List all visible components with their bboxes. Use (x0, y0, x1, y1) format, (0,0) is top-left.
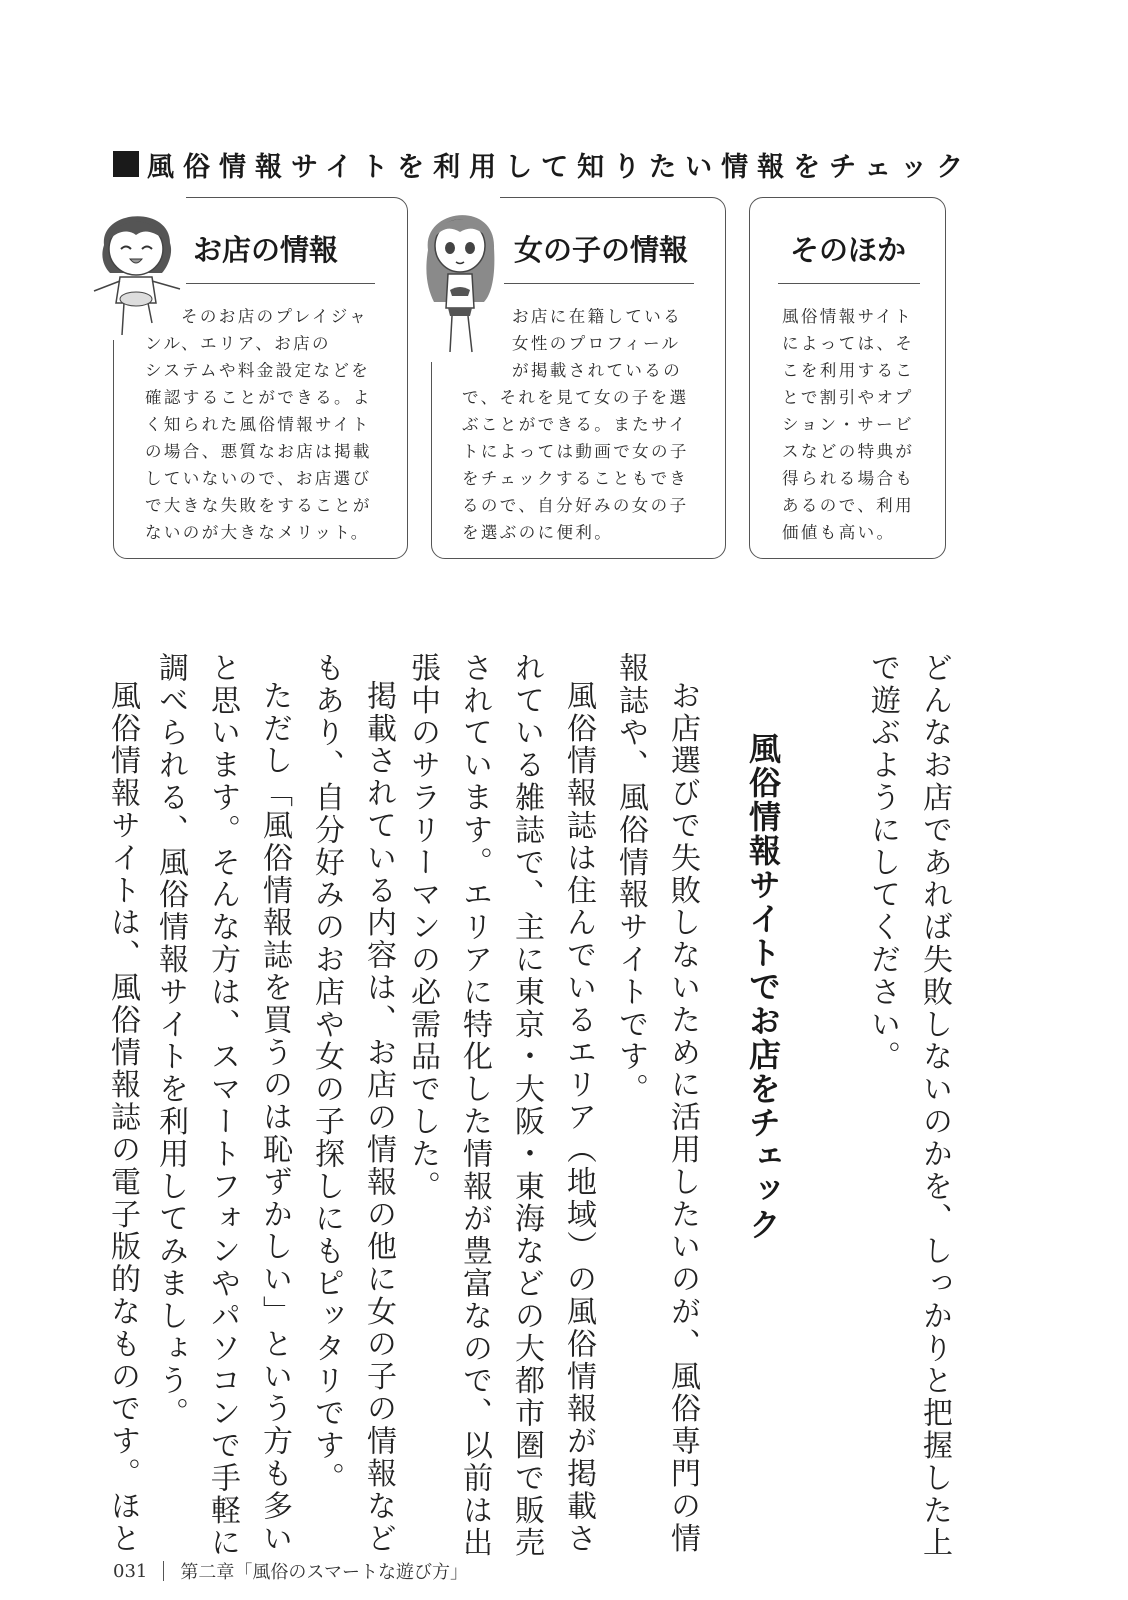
text-line: そのお店のプレイジャ (181, 307, 369, 326)
body-column-6: 張中のサラリーマンの必需品でした。 (405, 652, 440, 1203)
body-heading: 風俗情報サイトでお店をチェック (744, 732, 782, 1242)
body-column-10: と思います。そんな方は、スマートフォンやパソコンで手軽に (205, 652, 240, 1560)
body-column-8: もあり、自分好みのお店や女の子探しにもピッタリです。 (309, 652, 344, 1495)
black-square-icon (113, 151, 139, 177)
text-line: 確認することができる。よ (145, 388, 372, 407)
text-line: の場合、悪質なお店は掲載 (145, 442, 372, 461)
info-box-girl-title: 女の子の情報 (514, 233, 689, 267)
text-line: システムや料金設定などを (145, 361, 371, 380)
body-column-12: 風俗情報サイトは、風俗情報誌の電子版的なものです。ほと (105, 680, 140, 1555)
text-line: あるので、利用 (782, 496, 914, 515)
chapter-title: 第二章「風俗のスマートな遊び方」 (180, 1562, 468, 1583)
page-number: 031 (113, 1560, 148, 1582)
info-box-shop-title: お店の情報 (193, 233, 339, 267)
body-column-7: 掲載されている内容は、お店の情報の他に女の子の情報など (361, 680, 396, 1555)
footer-divider (163, 1561, 164, 1581)
info-box-other-rule (778, 283, 920, 284)
body-column-9: ただし「風俗情報誌を買うのは恥ずかしい」という方も多い (257, 680, 292, 1555)
text-line: が掲載されているの (512, 361, 683, 380)
info-box-other-text (782, 303, 932, 546)
text-line: とで割引やオプ (782, 388, 914, 407)
body-column-3: 風俗情報誌は住んでいるエリア（地域）の風俗情報が掲載さ (561, 680, 596, 1555)
text-line: していないので、お店選び (145, 469, 372, 488)
page-footer (113, 1556, 468, 1586)
info-box-girl-rule (504, 283, 694, 284)
info-box-other-title: そのほか (790, 233, 907, 267)
body-column-2: 報誌や、風俗情報サイトです。 (613, 652, 648, 1106)
text-line: るので、自分好みの女の子 (462, 496, 689, 515)
text-line: トによっては動画で女の子 (462, 442, 689, 461)
text-line: お店に在籍している (512, 307, 683, 326)
text-line: ンル、エリア、お店の (145, 334, 331, 353)
text-line: を選ぶのに便利。 (462, 523, 614, 542)
info-box-girl-text (462, 303, 707, 546)
body-column-5: されています。エリアに特化した情報が豊富なので、以前は出 (457, 652, 492, 1560)
text-line: 価値も高い。 (782, 523, 896, 542)
text-line: ション・サービ (782, 415, 914, 434)
text-line: 得られる場合も (782, 469, 915, 488)
text-line: く知られた風俗情報サイト (145, 415, 371, 434)
intro-column-2: で遊ぶようにしてください。 (865, 652, 900, 1074)
body-column-1: お店選びで失敗しないために活用したいのが、風俗専門の情 (665, 680, 700, 1555)
text-line: をチェックすることもでき (462, 469, 689, 488)
body-column-4: れている雑誌で、主に東京・大阪・東海などの大都市圏で販売 (509, 652, 544, 1560)
section-title-text: 風俗情報サイトを利用して知りたい情報をチェック (147, 151, 973, 183)
text-line: こを利用するこ (782, 361, 915, 380)
text-line: で、それを見て女の子を選 (462, 388, 689, 407)
text-line: で大きな失敗をすることが (145, 496, 372, 515)
text-line: 女性のプロフィール (512, 334, 681, 353)
text-line: 風俗情報サイト (782, 307, 914, 326)
text-line: ぶことができる。またサイ (462, 415, 688, 434)
body-column-11: 調べられる、風俗情報サイトを利用してみましょう。 (153, 652, 188, 1430)
text-line: スなどの特典が (782, 442, 915, 461)
info-box-shop-text (145, 303, 385, 546)
info-box-shop-rule (181, 283, 375, 284)
section-title (113, 144, 993, 184)
text-line: ないのが大きなメリット。 (145, 523, 370, 542)
intro-column-1: どんなお店であれば失敗しないのかを、しっかりと把握した上 (917, 652, 952, 1560)
text-line: によっては、そ (782, 334, 915, 353)
